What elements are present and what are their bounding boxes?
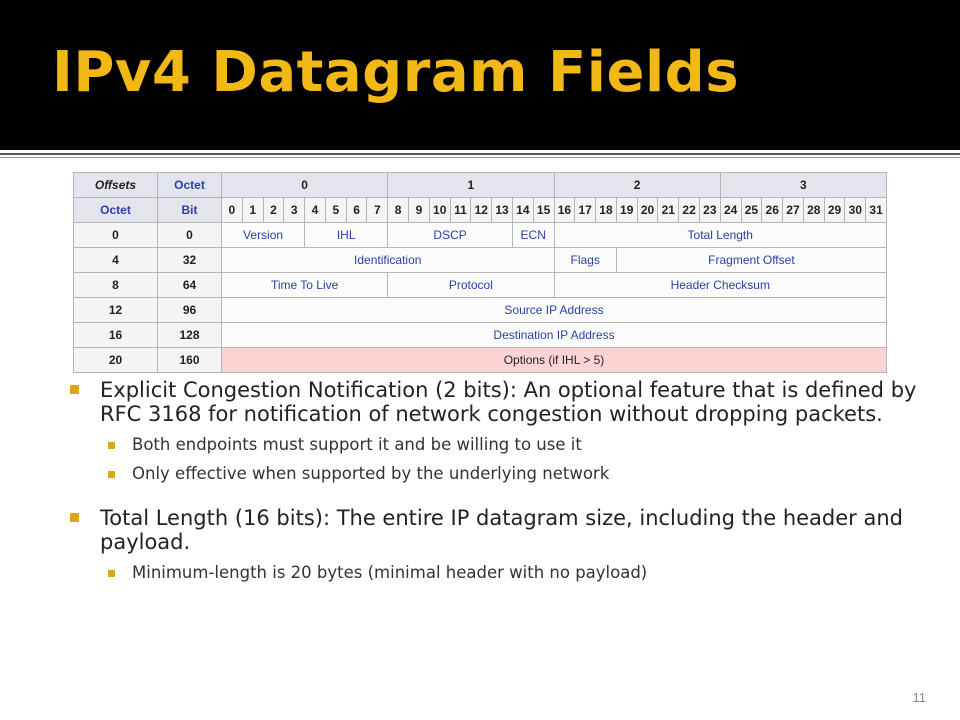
bit-number: 3: [284, 198, 305, 223]
field-ihl: IHL: [305, 223, 388, 248]
field-protocol: Protocol: [388, 273, 554, 298]
bullet-item: [70, 506, 930, 554]
field-fragment-offset: Fragment Offset: [616, 248, 886, 273]
field-source-ip: Source IP Address: [222, 298, 887, 323]
sub-bullet-item: [70, 463, 930, 485]
bit-number: 31: [866, 198, 887, 223]
row-bit: 64: [158, 273, 222, 298]
row-bit: 160: [158, 348, 222, 373]
bit-number: 24: [720, 198, 741, 223]
bullet-item: [70, 378, 930, 426]
sub-bullet-item: [70, 562, 930, 584]
octet-col-header: Octet: [74, 198, 158, 223]
field-header-checksum: Header Checksum: [554, 273, 887, 298]
field-version: Version: [222, 223, 305, 248]
bit-number: 1: [242, 198, 263, 223]
bit-number: 14: [512, 198, 533, 223]
bullet-text: Explicit Congestion Notification (2 bits): An optional feature that is defined by RFC 3168 for notification of network congestion without dropping packets.: [100, 378, 917, 426]
sub-bullet-text: Only effective when supported by the underlying network: [132, 464, 610, 483]
row-octet: 0: [74, 223, 158, 248]
field-ecn: ECN: [512, 223, 554, 248]
title-divider: [0, 153, 960, 155]
octet-header: Octet: [158, 173, 222, 198]
square-bullet-icon: [70, 513, 79, 522]
bit-number: 0: [222, 198, 243, 223]
table-header-row-bits: [74, 198, 887, 223]
row-octet: 4: [74, 248, 158, 273]
bit-number: 8: [388, 198, 409, 223]
row-octet: 16: [74, 323, 158, 348]
table-row: [74, 323, 887, 348]
row-octet: 12: [74, 298, 158, 323]
table-row: [74, 223, 887, 248]
field-time-to-live: Time To Live: [222, 273, 388, 298]
row-bit: 32: [158, 248, 222, 273]
field-identification: Identification: [222, 248, 555, 273]
bit-number: 4: [305, 198, 326, 223]
square-bullet-icon: [108, 442, 115, 449]
bit-number: 11: [450, 198, 471, 223]
bit-number: 26: [762, 198, 783, 223]
table-row: [74, 348, 887, 373]
sub-bullet-text: Both endpoints must support it and be willing to use it: [132, 435, 582, 454]
row-bit: 128: [158, 323, 222, 348]
field-flags: Flags: [554, 248, 616, 273]
bit-number: 7: [367, 198, 388, 223]
bit-number: 23: [699, 198, 720, 223]
title-divider-thin: [0, 157, 960, 158]
square-bullet-icon: [108, 471, 115, 478]
sub-bullet-text: Minimum-length is 20 bytes (minimal header with no payload): [132, 563, 648, 582]
table-row: [74, 298, 887, 323]
bit-number: 15: [533, 198, 554, 223]
bit-col-header: Bit: [158, 198, 222, 223]
octet-0-header: 0: [222, 173, 388, 198]
bit-number: 21: [658, 198, 679, 223]
bit-number: 10: [429, 198, 450, 223]
square-bullet-icon: [108, 570, 115, 577]
offsets-header: Offsets: [74, 173, 158, 198]
bit-number: 13: [492, 198, 513, 223]
bit-number: 25: [741, 198, 762, 223]
bit-number: 16: [554, 198, 575, 223]
field-destination-ip: Destination IP Address: [222, 323, 887, 348]
square-bullet-icon: [70, 385, 79, 394]
sub-bullet-item: [70, 434, 930, 456]
bit-number: 2: [263, 198, 284, 223]
bit-number: 17: [575, 198, 596, 223]
slide-title: IPv4 Datagram Fields: [52, 40, 740, 105]
bit-number: 6: [346, 198, 367, 223]
row-octet: 20: [74, 348, 158, 373]
title-bar: [0, 0, 960, 150]
bit-number: 29: [824, 198, 845, 223]
row-bit: 0: [158, 223, 222, 248]
table-row: [74, 273, 887, 298]
octet-3-header: 3: [720, 173, 886, 198]
bit-number: 19: [616, 198, 637, 223]
bit-number: 27: [783, 198, 804, 223]
table-header-row-octets: [74, 173, 887, 198]
row-bit: 96: [158, 298, 222, 323]
bit-number: 12: [471, 198, 492, 223]
bullet-list: [70, 378, 930, 591]
bit-number: 5: [325, 198, 346, 223]
table-row: [74, 248, 887, 273]
bit-number: 9: [409, 198, 430, 223]
row-octet: 8: [74, 273, 158, 298]
ipv4-header-table: [73, 172, 887, 373]
bullet-text: Total Length (16 bits): The entire IP datagram size, including the header and payload.: [100, 506, 903, 554]
bit-number: 22: [679, 198, 700, 223]
field-total-length: Total Length: [554, 223, 887, 248]
bit-number: 30: [845, 198, 866, 223]
field-options: Options (if IHL > 5): [222, 348, 887, 373]
octet-1-header: 1: [388, 173, 554, 198]
field-dscp: DSCP: [388, 223, 513, 248]
octet-2-header: 2: [554, 173, 720, 198]
bit-number: 20: [637, 198, 658, 223]
bit-number: 18: [596, 198, 617, 223]
bit-number: 28: [803, 198, 824, 223]
page-number: 11: [912, 690, 926, 705]
